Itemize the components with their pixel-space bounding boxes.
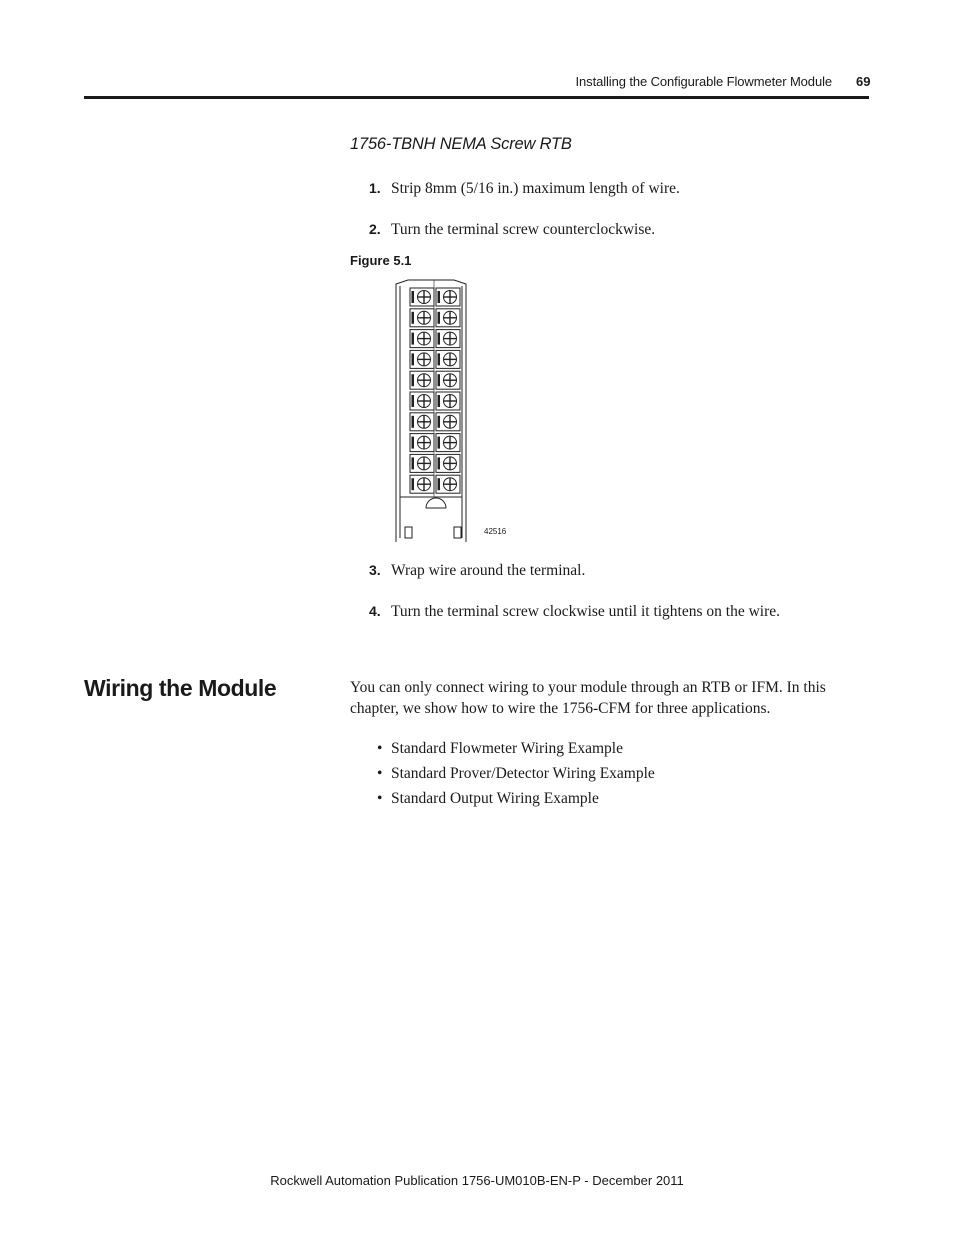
page-number: 69 — [856, 74, 871, 89]
figure-code: 42516 — [484, 527, 507, 536]
terminal-screw — [436, 413, 460, 431]
list-item — [377, 739, 655, 764]
step-item — [369, 180, 680, 198]
step-item — [369, 562, 585, 580]
terminal-screw — [410, 413, 434, 431]
step-number: 3. — [369, 562, 381, 578]
terminal-screw — [436, 434, 460, 452]
intro-paragraph: You can only connect wiring to your module through an RTB or IFM. In this chapter, we show how to wire the 1756-CFM for three applications. — [350, 679, 826, 717]
terminal-screw — [436, 475, 460, 493]
step-text: Strip 8mm (5/16 in.) maximum length of wire. — [391, 180, 680, 197]
list-item-text: Standard Flowmeter Wiring Example — [391, 740, 623, 757]
rtb-latch-left — [405, 527, 412, 538]
terminal-screw — [436, 350, 460, 368]
step-text: Turn the terminal screw counterclockwise. — [391, 221, 656, 238]
running-header-title: Installing the Configurable Flowmeter Module — [575, 74, 832, 89]
step-number: 2. — [369, 221, 381, 237]
terminal-screw — [436, 454, 460, 472]
subsection-title: 1756-TBNH NEMA Screw RTB — [350, 135, 572, 153]
step-number: 1. — [369, 180, 381, 196]
terminal-screw — [436, 288, 460, 306]
terminal-screw — [410, 434, 434, 452]
terminal-screw — [410, 288, 434, 306]
terminal-screw — [436, 371, 460, 389]
bullet-icon: • — [377, 740, 383, 757]
terminal-screw — [436, 392, 460, 410]
terminal-screw — [410, 330, 434, 348]
terminal-screw — [436, 309, 460, 327]
rtb-latch-right — [454, 527, 461, 538]
bullet-icon: • — [377, 790, 383, 807]
step-text: Wrap wire around the terminal. — [391, 562, 586, 579]
terminal-screw — [410, 454, 434, 472]
terminal-screw — [410, 309, 434, 327]
header-rule — [84, 96, 869, 99]
terminal-screw — [410, 371, 434, 389]
section-heading: Wiring the Module — [84, 675, 277, 701]
bullet-list — [377, 739, 655, 814]
terminal-screw — [410, 392, 434, 410]
terminal-screw — [410, 475, 434, 493]
step-number: 4. — [369, 603, 381, 619]
page-footer: Rockwell Automation Publication 1756-UM010B-EN-P - December 2011 — [270, 1173, 684, 1188]
terminal-screw — [436, 330, 460, 348]
list-item — [377, 789, 655, 814]
figure-caption: Figure 5.1 — [350, 253, 412, 268]
terminal-screw — [410, 350, 434, 368]
rtb-arc — [426, 498, 446, 508]
rtb-housing-outline — [396, 280, 466, 542]
rtb-terminal-block-figure — [392, 276, 514, 544]
list-item-text: Standard Prover/Detector Wiring Example — [391, 765, 655, 782]
step-item — [369, 221, 655, 239]
step-text: Turn the terminal screw clockwise until it tightens on the wire. — [391, 603, 781, 620]
terminal-grid — [410, 288, 460, 493]
step-item — [369, 603, 780, 621]
list-item-text: Standard Output Wiring Example — [391, 790, 599, 807]
bullet-icon: • — [377, 765, 383, 782]
list-item — [377, 764, 655, 789]
